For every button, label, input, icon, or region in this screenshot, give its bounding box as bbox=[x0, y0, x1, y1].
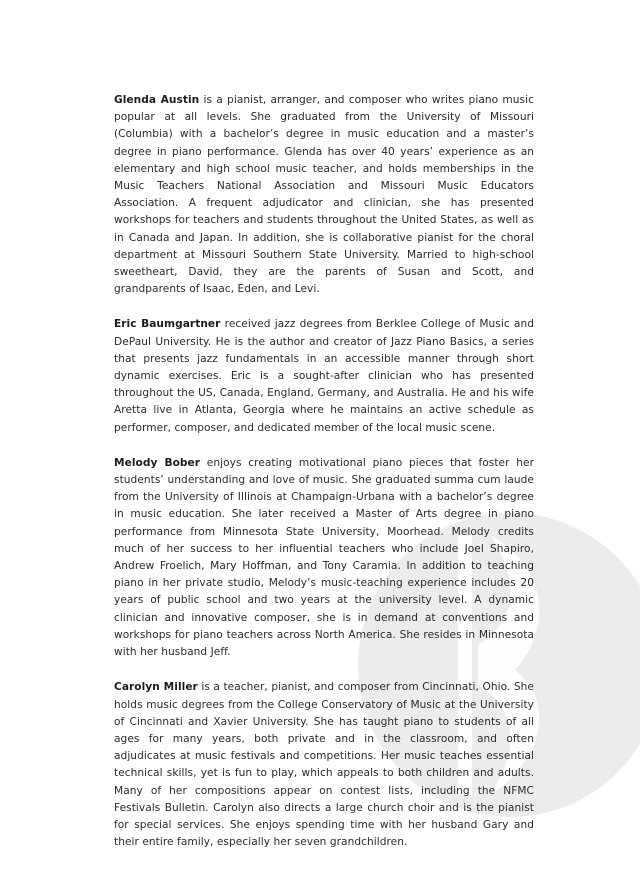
bio-text: is a pianist, arranger, and composer who writes piano music popular at all levels. She graduated from the University of Missouri (Columbia) with a bachelor’s degree in music education and a master’s degree in piano performance. Glenda has over 40 years’ experience as an elementary and high school music teacher, and holds memberships in the Music Teachers National Association and Missouri Music Educators Association. A frequent adjudicator and clinician, she has presented workshops for teachers and students throughout the United States, as well as in Canada and Japan. In addition, she is collaborative pianist for the choral department at Missouri Southern State University. Married to high-school sweetheart, David, they are the parents of Susan and Scott, and grandparents of Isaac, Eden, and Levi. bbox=[114, 94, 534, 296]
bio-eric-baumgartner bbox=[114, 316, 534, 436]
bio-name: Carolyn Miller bbox=[114, 681, 198, 694]
bio-text: is a teacher, pianist, and composer from Cincinnati, Ohio. She holds music degrees from the College Conservatory of Music at the University of Cincinnati and Xavier University. She has taught piano to students of all ages for many years, both private and in the classroom, and often adjudicates at music festivals and competitions. Her music teaches essential technical skills, yet is fun to play, which appeals to both children and adults. Many of her compositions appear on contest lists, including the NFMC Festivals Bulletin. Carolyn also directs a large church choir and is the pianist for special services. She enjoys spending time with her husband Gary and their entire family, especially her seven grandchildren. bbox=[114, 681, 534, 849]
bio-name: Glenda Austin bbox=[114, 94, 200, 106]
bio-glenda-austin bbox=[114, 92, 534, 298]
bio-melody-bober bbox=[114, 455, 534, 661]
bio-text: received jazz degrees from Berklee College of Music and DePaul University. He is the author and creator of Jazz Piano Basics, a series that presents jazz fundamentals in an accessible manner through short dynamic exercises. Eric is a sought-after clinician who has presented throughout the US, Canada, England, Germany, and Australia. He and his wife Aretta live in Atlanta, Georgia where he maintains an active schedule as performer, composer, and dedicated member of the local music scene. bbox=[114, 318, 534, 434]
bio-carolyn-miller bbox=[114, 679, 534, 851]
bio-text: enjoys creating motivational piano pieces that foster her students’ understanding and love of music. She graduated summa cum laude from the University of Illinois at Champaign-Urbana with a bachelor’s degree in music education. She later received a Master of Arts degree in piano performance from Minnesota State University, Moorhead. Melody credits much of her success to her influential teachers who include Joel Shapiro, Andrew Froelich, Mary Hoffman, and Tony Caramia. In addition to teaching piano in her private studio, Melody’s music-teaching experience includes 20 years of public school and two years at the university level. A dynamic clinician and innovative composer, she is in demand at conventions and workshops for piano teachers across North America. She resides in Minnesota with her husband Jeff. bbox=[114, 456, 534, 659]
bio-name: Melody Bober bbox=[114, 456, 201, 469]
bio-name: Eric Baumgartner bbox=[114, 318, 221, 331]
composer-bios bbox=[114, 92, 534, 869]
